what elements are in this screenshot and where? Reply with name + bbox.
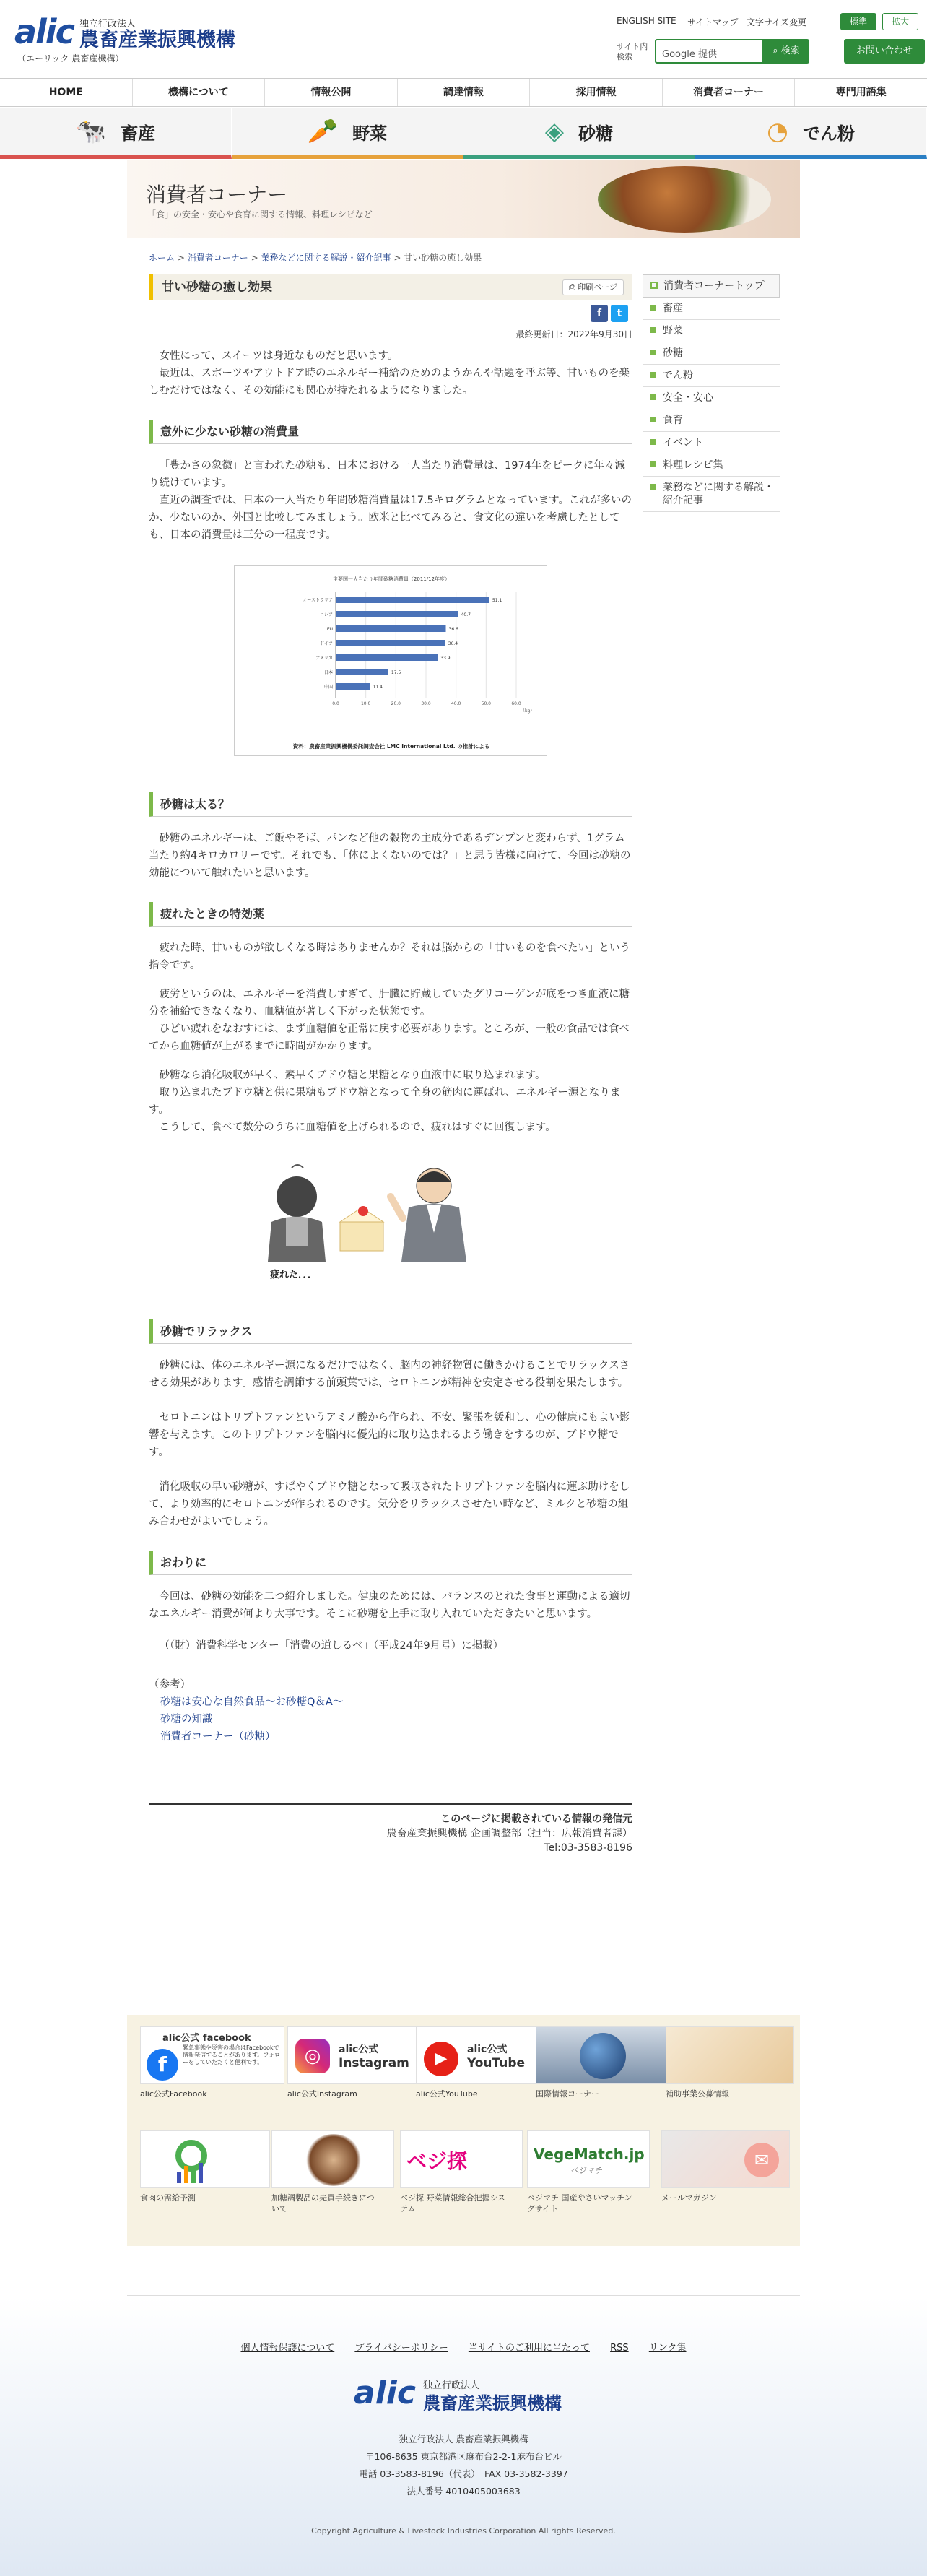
- x-tick-label: 30.0: [421, 701, 431, 706]
- section-paragraph: 取り込まれたブドウ糖と供に果糖もブドウ糖となって全身の筋肉に運ばれ、エネルギー源となります。: [149, 1087, 621, 1116]
- banner-label[interactable]: 国際情報コーナー: [536, 2089, 599, 2099]
- footer-corp-no: 法人番号 4010405003683: [406, 2486, 521, 2497]
- category-label: 砂糖: [578, 123, 614, 144]
- sidebar: [643, 274, 780, 512]
- breadcrumb-consumer[interactable]: 消費者コーナー: [187, 253, 248, 263]
- banner-label[interactable]: alic公式Facebook: [140, 2089, 207, 2099]
- facebook-icon: f: [147, 2049, 178, 2081]
- last-updated: 最終更新日：2022年9月30日: [515, 329, 632, 339]
- sidebar-top-label: 消費者コーナートップ: [663, 280, 765, 292]
- section-heading: 砂糖でリラックス: [149, 1319, 632, 1344]
- y-category-label: 中国: [323, 685, 333, 690]
- banner-label[interactable]: 加糖調製品の売買手続きについて: [271, 2193, 375, 2213]
- category-label: でん粉: [802, 123, 855, 144]
- reference-link[interactable]: 砂糖は安心な自然食品～お砂糖Q＆A～: [160, 1696, 344, 1708]
- y-category-label: ドイツ: [320, 641, 333, 646]
- meat-forecast-banner[interactable]: [140, 2130, 270, 2188]
- x-tick-label: 40.0: [451, 701, 461, 706]
- section-paragraph: 砂糖のエネルギーは、ご飯やそば、パンなど他の穀物の主成分であるデンプンと変わらず、1グラム当たり約4キロカロリーです。それでも、「体によくないのでは？」と思う皆様に向けて、今回は砂糖の効能について触れたいと思います。: [149, 833, 631, 879]
- bar: [336, 640, 445, 646]
- y-category-label: ロシア: [319, 612, 333, 617]
- x-tick-label: 0.0: [332, 701, 339, 706]
- youtube-banner-sub: YouTube: [467, 2056, 526, 2070]
- gnav-consumer[interactable]: 消費者コーナー: [663, 79, 796, 106]
- x-tick-label: 10.0: [360, 701, 371, 706]
- subsidy-banner[interactable]: [666, 2026, 794, 2084]
- twitter-share-icon[interactable]: t: [611, 305, 628, 322]
- section-heading: おわりに: [149, 1551, 632, 1575]
- english-site-link[interactable]: ENGLISH SITE: [617, 16, 676, 26]
- category-sugar[interactable]: [464, 108, 695, 159]
- global-nav: [0, 78, 927, 107]
- instagram-banner-title: alic公式: [339, 2044, 379, 2055]
- vegetan-logo: ベジ探: [406, 2149, 468, 2173]
- category-livestock[interactable]: [0, 108, 232, 159]
- chart-title: 主要国一人当たり年間砂糖消費量（2011/12年度）: [332, 576, 451, 582]
- chart-svg: [235, 566, 548, 757]
- instagram-banner-sub: Instagram: [339, 2056, 409, 2070]
- x-tick-label: 60.0: [511, 701, 521, 706]
- banner-label[interactable]: メールマガジン: [661, 2193, 717, 2203]
- gnav-about[interactable]: 機構について: [133, 79, 266, 106]
- section-heading: 意外に少ない砂糖の消費量: [149, 420, 632, 444]
- category-label: 野菜: [352, 123, 388, 144]
- breadcrumb-separator: >: [251, 253, 258, 263]
- section-paragraph: ひどい疲れをなおすには、まず血糖値を正常に戻す必要があります。ところが、一般の食品では食べてから血糖値が上がるまでに時間がかかります。: [149, 1023, 630, 1052]
- org-name: 農畜産業振興機構: [79, 29, 235, 51]
- search-button-label: 検索: [780, 45, 800, 56]
- footer-org: 独立行政法人 農畜産業振興機構: [399, 2434, 528, 2445]
- vegematch-logo: VegeMatch.jp: [534, 2146, 645, 2163]
- illustration-svg: [149, 1153, 632, 1291]
- section-paragraph: 消化吸収の早い砂糖が、すばやくブドウ糖となって吸収されたトリプトファンを脳内に運ぶ助けをして、より効率的にセロトニンが作られるのです。気分をリラックスさせたい時など、ミルクと砂糖の組み合わせがよいでしょう。: [149, 1481, 630, 1527]
- org-type: 独立行政法人: [79, 19, 136, 30]
- dish-image: [598, 166, 771, 233]
- vegetable-icon: 🥕: [307, 117, 339, 146]
- sidebar-item-events[interactable]: イベント: [643, 432, 780, 454]
- search-button[interactable]: [763, 39, 809, 64]
- international-banner[interactable]: [536, 2026, 673, 2084]
- gnav-disclosure[interactable]: 情報公開: [265, 79, 398, 106]
- print-button[interactable]: [562, 279, 624, 295]
- sidebar-item-recipes[interactable]: 料理レシピ集: [643, 454, 780, 477]
- sidebar-item-vegetables[interactable]: 野菜: [643, 320, 780, 342]
- sugar-icon: ◈: [544, 117, 565, 146]
- font-large-button[interactable]: 拡大: [882, 13, 918, 30]
- banner-label[interactable]: 食肉の需給予測: [140, 2193, 196, 2203]
- search-label-1: サイト内: [617, 42, 648, 51]
- gnav-glossary[interactable]: 専門用語集: [835, 87, 887, 98]
- banner-label[interactable]: alic公式Instagram: [287, 2089, 357, 2099]
- bar: [336, 625, 446, 632]
- gnav-procurement[interactable]: 調達情報: [398, 79, 531, 106]
- bar: [336, 669, 388, 675]
- intro-paragraph: 女性にって、スイーツは身近なものだと思います。: [159, 350, 399, 362]
- y-category-label: 日本: [323, 670, 333, 675]
- footer-link-privacy[interactable]: 個人情報保護について: [240, 2343, 335, 2354]
- gnav-recruit[interactable]: 採用情報: [530, 79, 663, 106]
- banner-label[interactable]: alic公式YouTube: [416, 2089, 478, 2099]
- x-tick-label: 20.0: [391, 701, 401, 706]
- category-vegetables[interactable]: [232, 108, 464, 159]
- square-icon: [650, 282, 658, 289]
- section-paragraph: 直近の調査では、日本の一人当たり年間砂糖消費量は17.5キログラムとなっています。これが多いのか、少ないのか、外国と比較してみましょう。欧米と比べてみると、食文化の違いを考慮したとしても、日本の消費量は三分の一程度です。: [149, 495, 632, 541]
- banner-label[interactable]: 補助事業公募情報: [666, 2089, 729, 2099]
- site-header: [0, 0, 927, 72]
- footer-link-rss[interactable]: RSS: [610, 2343, 629, 2354]
- tired-illustration: [149, 1153, 632, 1291]
- copyright: Copyright Agriculture & Livestock Industries Corporation All rights Reserved.: [311, 2526, 616, 2536]
- vegetan-banner[interactable]: [400, 2130, 523, 2188]
- chart-icon: [141, 2131, 271, 2189]
- facebook-banner-title: alic公式 facebook: [162, 2033, 251, 2044]
- font-size-label: 文字サイズ変更: [747, 17, 807, 27]
- footer-address: [0, 2431, 927, 2500]
- category-label: 畜産: [121, 123, 156, 144]
- main-content: [149, 274, 632, 1855]
- section-paragraph: こうして、食べて数分のうちに血糖値を上げられるので、疲れはすぐに回復します。: [159, 1122, 556, 1133]
- bar-value-label: 40.7: [461, 612, 471, 617]
- footer-divider: [127, 2295, 800, 2296]
- page-title-text: 甘い砂糖の癒し効果: [162, 280, 272, 295]
- bar: [336, 683, 370, 690]
- intro-paragraph: 最近は、スポーツやアウトドア時のエネルギー補給のためのようかんや話題を呼ぶ等、甘いものを楽しむだけではなく、その効能にも関心が持たれるようになりました。: [149, 368, 630, 396]
- sidebar-item-food-education[interactable]: 食育: [643, 409, 780, 432]
- cow-icon: 🐄: [75, 117, 107, 146]
- sidebar-item-safety[interactable]: 安全・安心: [643, 387, 780, 409]
- vegematch-sub: ベジマチ: [571, 2166, 603, 2175]
- footer-org-name: 農畜産業振興機構: [423, 2393, 562, 2414]
- gnav-home[interactable]: HOME: [0, 79, 133, 106]
- footer-link-policy[interactable]: プライバシーポリシー: [354, 2343, 448, 2354]
- bar-value-label: 17.5: [391, 670, 401, 675]
- x-unit-label: （kg）: [521, 708, 535, 714]
- utility-nav: [617, 13, 927, 35]
- y-category-label: EU: [326, 627, 333, 632]
- mail-icon: ✉: [744, 2143, 779, 2177]
- logo-subtitle: （エーリック 農畜産機構）: [17, 53, 124, 64]
- site-search: [617, 39, 927, 68]
- y-category-label: オーストラリア: [303, 598, 333, 603]
- breadcrumb-home[interactable]: ホーム: [149, 253, 175, 263]
- mail-magazine-banner[interactable]: [661, 2130, 790, 2188]
- search-placeholder: Google 提供: [662, 49, 717, 60]
- site-footer: [0, 2297, 927, 2576]
- banner-title: 消費者コーナー: [146, 183, 288, 207]
- printer-icon: ⎙: [568, 282, 578, 292]
- footer-links: [0, 2340, 927, 2354]
- x-tick-label: 50.0: [481, 701, 492, 706]
- sender-tel: Tel:03-3583-8196: [544, 1842, 632, 1854]
- share-buttons: [149, 305, 632, 326]
- sidebar-item-starch[interactable]: でん粉: [643, 365, 780, 387]
- category-nav: [0, 108, 927, 159]
- sugar-consumption-chart: [234, 565, 547, 756]
- reference-link[interactable]: 消費者コーナー（砂糖）: [160, 1731, 276, 1743]
- sidebar-top-link[interactable]: [643, 274, 780, 298]
- sweets-image: [305, 2134, 362, 2186]
- search-icon: ⌕: [772, 45, 781, 56]
- illustration-caption: 疲れた．．．: [270, 1270, 318, 1280]
- section-banner: [127, 160, 800, 238]
- instagram-banner[interactable]: [287, 2026, 432, 2084]
- sitemap-link[interactable]: サイトマップ: [687, 17, 739, 27]
- footer-link-terms[interactable]: 当サイトのご利用に当たって: [468, 2343, 590, 2354]
- breadcrumb-separator: >: [393, 253, 401, 263]
- starch-icon: ◔: [767, 117, 788, 146]
- breadcrumb-articles[interactable]: 業務などに関する解説・紹介記事: [261, 253, 391, 263]
- globe-icon: [580, 2033, 626, 2079]
- section-paragraph: セロトニンはトリプトファンというアミノ酸から作られ、不安、緊張を緩和し、心の健康にもよい影響を与えます。このトリプトファンを脳内に優先的に取り込まれるよう働きをするのが、ブドウ糖です。: [149, 1412, 630, 1458]
- section-paragraph: 砂糖には、体のエネルギー源になるだけではなく、脳内の神経物質に働きかけることでリラックスさせる効果があります。感情を調節する前頭葉では、セロトニンが精神を安定させる役割を果たします。: [149, 1360, 630, 1389]
- font-standard-button[interactable]: 標準: [840, 13, 876, 30]
- breadcrumb: [149, 251, 482, 264]
- sugar-products-banner[interactable]: [271, 2130, 394, 2188]
- section-paragraph: 砂糖なら消化吸収が早く、素早くブドウ糖と果糖となり血液中に取り込まれます。: [159, 1070, 546, 1081]
- search-input[interactable]: [655, 39, 763, 64]
- contact-button[interactable]: お問い合わせ: [844, 39, 925, 64]
- search-label-2: 検索: [617, 52, 632, 61]
- alic-logo-mark: alic: [14, 12, 74, 51]
- bar: [336, 597, 489, 603]
- section-heading: 疲れたときの特効薬: [149, 902, 632, 927]
- sidebar-item-articles[interactable]: 業務などに関する解説・紹介記事: [643, 477, 780, 512]
- source-note: （（財）消費科学センター「消費の道しるべ」（平成24年9月号）に掲載）: [159, 1640, 504, 1652]
- youtube-icon: ▶: [424, 2042, 458, 2076]
- section-paragraph: 疲れた時、甘いものが欲しくなる時はありませんか？それは脳からの「甘いものを食べたい」という指令です。: [149, 942, 630, 971]
- breadcrumb-current: 甘い砂糖の癒し効果: [404, 253, 482, 263]
- information-sender: [149, 1803, 632, 1855]
- sidebar-item-sugar[interactable]: 砂糖: [643, 342, 780, 365]
- section-paragraph: 今回は、砂糖の効能を二つ紹介しました。健康のためには、バランスのとれた食事と運動による適切なエネルギー消費が何より大事です。そこに砂糖を上手に取り入れていただきたいと思います。: [149, 1591, 630, 1620]
- bar: [336, 611, 458, 617]
- facebook-banner[interactable]: [140, 2026, 284, 2084]
- footer-phone: 電話 03-3583-8196（代表） FAX 03-3582-3397: [359, 2468, 568, 2479]
- section-heading: 砂糖は太る？: [149, 792, 632, 817]
- y-category-label: アメリカ: [315, 656, 333, 661]
- youtube-banner-title: alic公式: [467, 2044, 508, 2055]
- vegematch-banner[interactable]: [527, 2130, 650, 2188]
- bar-value-label: 36.4: [448, 641, 458, 646]
- banner-label[interactable]: ベジ探 野菜情報総合把握システム: [400, 2193, 506, 2213]
- sidebar-item-livestock[interactable]: 畜産: [643, 298, 780, 320]
- facebook-share-icon[interactable]: f: [591, 305, 608, 322]
- sender-org: 農畜産業振興機構 企画調整部（担当：広報消費者課）: [386, 1828, 632, 1839]
- page-title: [149, 274, 632, 300]
- bar-value-label: 36.6: [448, 627, 458, 632]
- bar-value-label: 33.9: [440, 656, 451, 661]
- bar: [336, 654, 438, 661]
- footer-postal: 〒106-8635 東京都港区麻布台2-2-1麻布台ビル: [365, 2451, 562, 2462]
- section-paragraph: 「豊かさの象徴」と言われた砂糖も、日本における一人当たり消費量は、1974年をピークに年々減り続けています。: [149, 460, 625, 489]
- bar-value-label: 51.1: [492, 598, 502, 603]
- breadcrumb-separator: >: [177, 253, 185, 263]
- footer-logo-mark: alic: [354, 2375, 416, 2411]
- facebook-banner-desc: 緊急事態や災害の場合はFacebookで情報発信することがあります。フォローをしていただくと便利です。: [183, 2044, 280, 2065]
- print-label: 印刷ページ: [578, 282, 617, 292]
- sender-title: このページに掲載されている情報の発信元: [440, 1813, 632, 1825]
- banner-subtitle: 「食」の安全・安心や食育に関する情報、料理レシピなど: [147, 209, 373, 220]
- references: [149, 1676, 632, 1745]
- footer-logo: [354, 2376, 578, 2414]
- banner-label[interactable]: ベジマチ 国産やさいマッチングサイト: [527, 2193, 632, 2213]
- footer-org-type: 独立行政法人: [423, 2380, 480, 2391]
- bar-value-label: 11.4: [373, 685, 383, 690]
- category-starch[interactable]: [695, 108, 927, 159]
- section-paragraph: 疲労というのは、エネルギーを消費しすぎて、肝臓に貯蔵していたグリコーゲンが底をつき血液に糖分を補給できなくなり、血糖値が著しく下がった状態です。: [149, 989, 630, 1018]
- chart-source: 資料：農畜産業振興機構委託調査会社 LMC International Ltd. の推計による: [292, 743, 490, 750]
- references-label: （参考）: [149, 1679, 191, 1691]
- footer-link-links[interactable]: リンク集: [648, 2343, 687, 2354]
- reference-link[interactable]: 砂糖の知識: [160, 1714, 213, 1725]
- banner-area: [127, 2015, 800, 2246]
- instagram-icon: ◎: [295, 2039, 330, 2073]
- site-logo[interactable]: [14, 12, 235, 51]
